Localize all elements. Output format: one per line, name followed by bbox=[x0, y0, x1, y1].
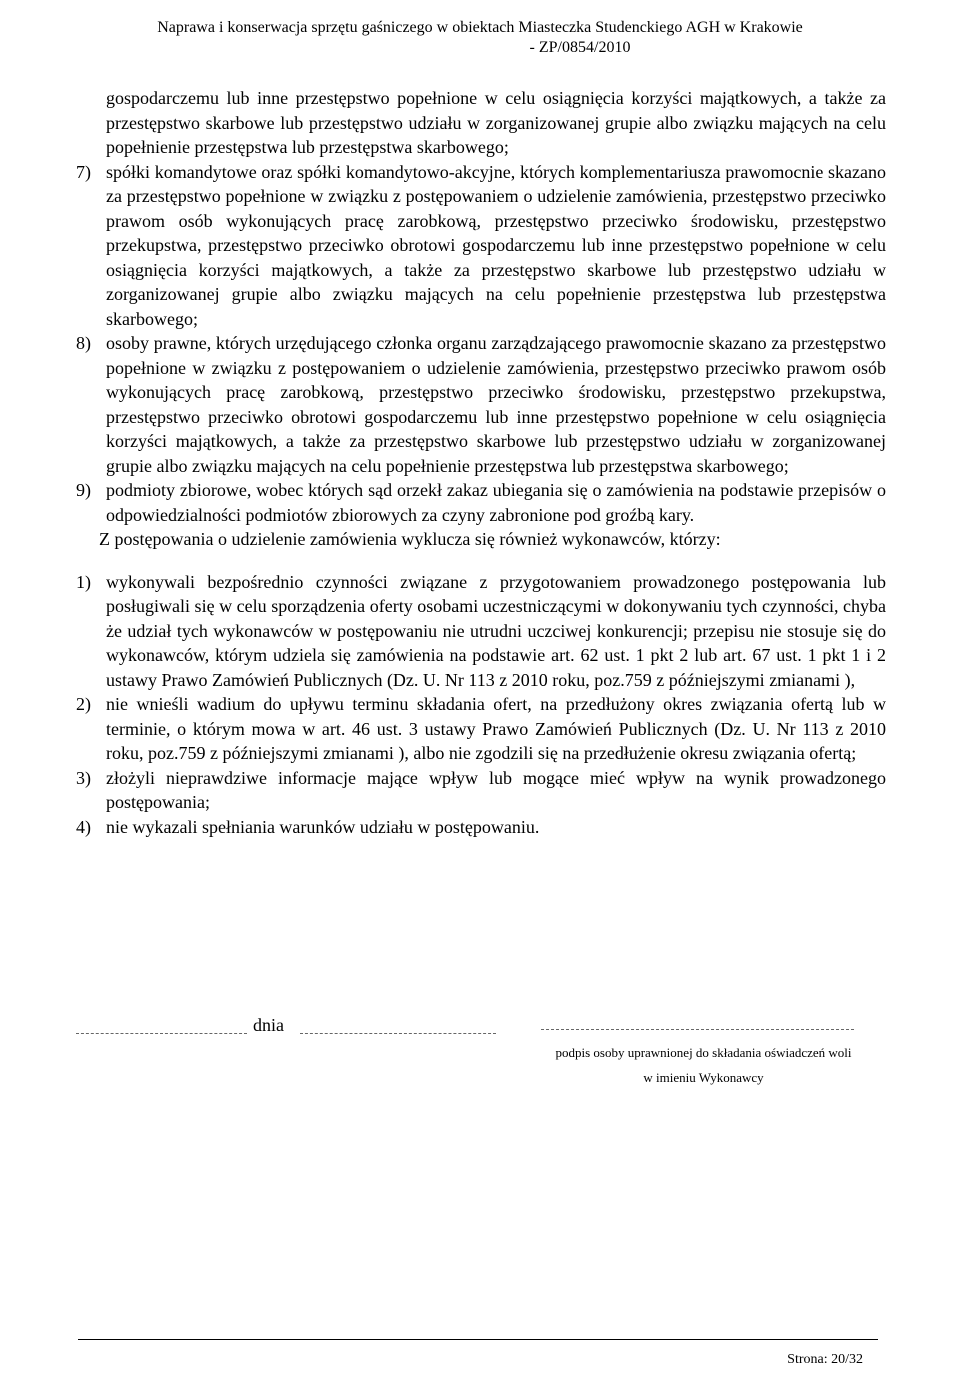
list-item bbox=[76, 570, 886, 693]
list-number: 9) bbox=[76, 480, 91, 500]
date-label: dnia bbox=[253, 1015, 284, 1035]
signature-caption-sub: w imieniu Wykonawcy bbox=[643, 1070, 764, 1085]
list-item bbox=[76, 815, 886, 840]
place-dotted-line bbox=[76, 1033, 247, 1034]
header-title: Naprawa i konserwacja sprzętu gaśniczego w obiektach Miasteczka Studenckiego AGH w Krakowie bbox=[157, 19, 803, 36]
list-number: 1) bbox=[76, 571, 91, 592]
list-number: 4) bbox=[76, 816, 91, 837]
list-text: podmioty zbiorowe, wobec których sąd orzekł zakaz ubiegania się o zamówienia na podstawie przepisów o odpowiedzialności podmiotów zbiorowych za czyny zabronione pod groźbą kary. bbox=[106, 480, 886, 525]
list-text: nie wykazali spełniania warunków udziału w postępowaniu. bbox=[106, 816, 540, 837]
exclusion-intro: Z postępowania o udzielenie zamówienia wyklucza się również wykonawców, którzy: bbox=[99, 529, 721, 549]
signature-dotted-line bbox=[541, 1029, 854, 1030]
page-header bbox=[0, 18, 960, 58]
list-text: spółki komandytowe oraz spółki komandytowo-akcyjne, których komplementariusza prawomocnie skazano za przestępstwo popełnione w związku z postępowaniem o udzielenie zamówienia, przestępstwo przeciwko prawom osób wykonujących pracę zarobkową, przestępstwo przeciwko środowisku, przestępstwo przekupstwa, przestępstwo przeciwko obrotowi gospodarczemu lub inne przestępstwo popełnione w celu osiągnięcia korzyści majątkowych, a także za przestępstwo skarbowe lub przestępstwo udziału w zorganizowanej grupie albo związku mających na celu popełnienie przestępstwa lub przestępstwa skarbowego; bbox=[106, 161, 886, 329]
list-number: 8) bbox=[76, 333, 91, 353]
list-text: nie wnieśli wadium do upływu terminu składania ofert, na przedłużony okres związania ofertą lub w terminie, o którym mowa w art. 46 ust. 3 ustawy Prawo Zamówień Publicznych (Dz. U. Nr 113 z 2010 roku, poz.759 z późniejszymi zmianami ), albo nie zgodzili się na przedłużenie okresu związania ofertą; bbox=[106, 694, 886, 763]
list-item bbox=[76, 160, 886, 332]
signature-block bbox=[76, 1015, 886, 1095]
list-item bbox=[76, 766, 886, 815]
list-item bbox=[76, 692, 886, 766]
document-body bbox=[76, 86, 886, 839]
list-number: 7) bbox=[76, 161, 91, 182]
list-text: wykonywali bezpośrednio czynności związane z przygotowaniem prowadzonego postępowania lub posługiwali się w celu sporządzenia oferty osobami uczestniczącymi w dokonywaniu tych czynności, chyba że udział tych wykonawców w postępowaniu nie utrudni uczciwej konkurencji; przepisu nie stosuje się do wykonawców, którym udziela się zamówienia na podstawie art. 62 ust. 1 pkt 2 lub art. 67 ust. 1 pkt 1 i 2 ustawy Prawo Zamówień Publicznych (Dz. U. Nr 113 z 2010 roku, poz.759 z późniejszymi zmianami ), bbox=[106, 571, 886, 690]
date-dotted-line bbox=[300, 1033, 496, 1034]
list-item bbox=[76, 331, 886, 478]
continuation-paragraph: gospodarczemu lub inne przestępstwo popełnione w celu osiągnięcia korzyści majątkowych, a także za przestępstwo skarbowe lub przestępstwo udziału w zorganizowanej grupie albo związku mających na celu popełnienie przestępstwa lub przestępstwa skarbowego; bbox=[106, 88, 886, 157]
signature-caption: podpis osoby uprawnionej do składania oświadczeń woli bbox=[555, 1045, 852, 1060]
list-number: 2) bbox=[76, 694, 91, 714]
list-number: 3) bbox=[76, 767, 91, 788]
list-text: osoby prawne, których urzędującego członka organu zarządzającego prawomocnie skazano za przestępstwo popełnione w związku z postępowaniem o udzielenie zamówienia, przestępstwo przeciwko prawom osób wykonujących pracę zarobkową, przestępstwo przeciwko środowisku, przestępstwo przekupstwa, przestępstwo przeciwko obrotowi gospodarczemu lub inne przestępstwo popełnione w celu osiągnięcia korzyści majątkowych, a także za przestępstwo skarbowe lub przestępstwo udziału w zorganizowanej grupie albo związku mających na celu popełnienie przestępstwa lub przestępstwa skarbowego; bbox=[106, 333, 886, 476]
list-text: złożyli nieprawdziwe informacje mające wpływ lub mogące mieć wpływ na wynik prowadzonego postępowania; bbox=[106, 767, 886, 812]
page-number: Strona: 20/32 bbox=[787, 1352, 863, 1367]
header-reference: - ZP/0854/2010 bbox=[529, 39, 631, 56]
list-item bbox=[76, 478, 886, 527]
footer-divider bbox=[78, 1339, 878, 1340]
